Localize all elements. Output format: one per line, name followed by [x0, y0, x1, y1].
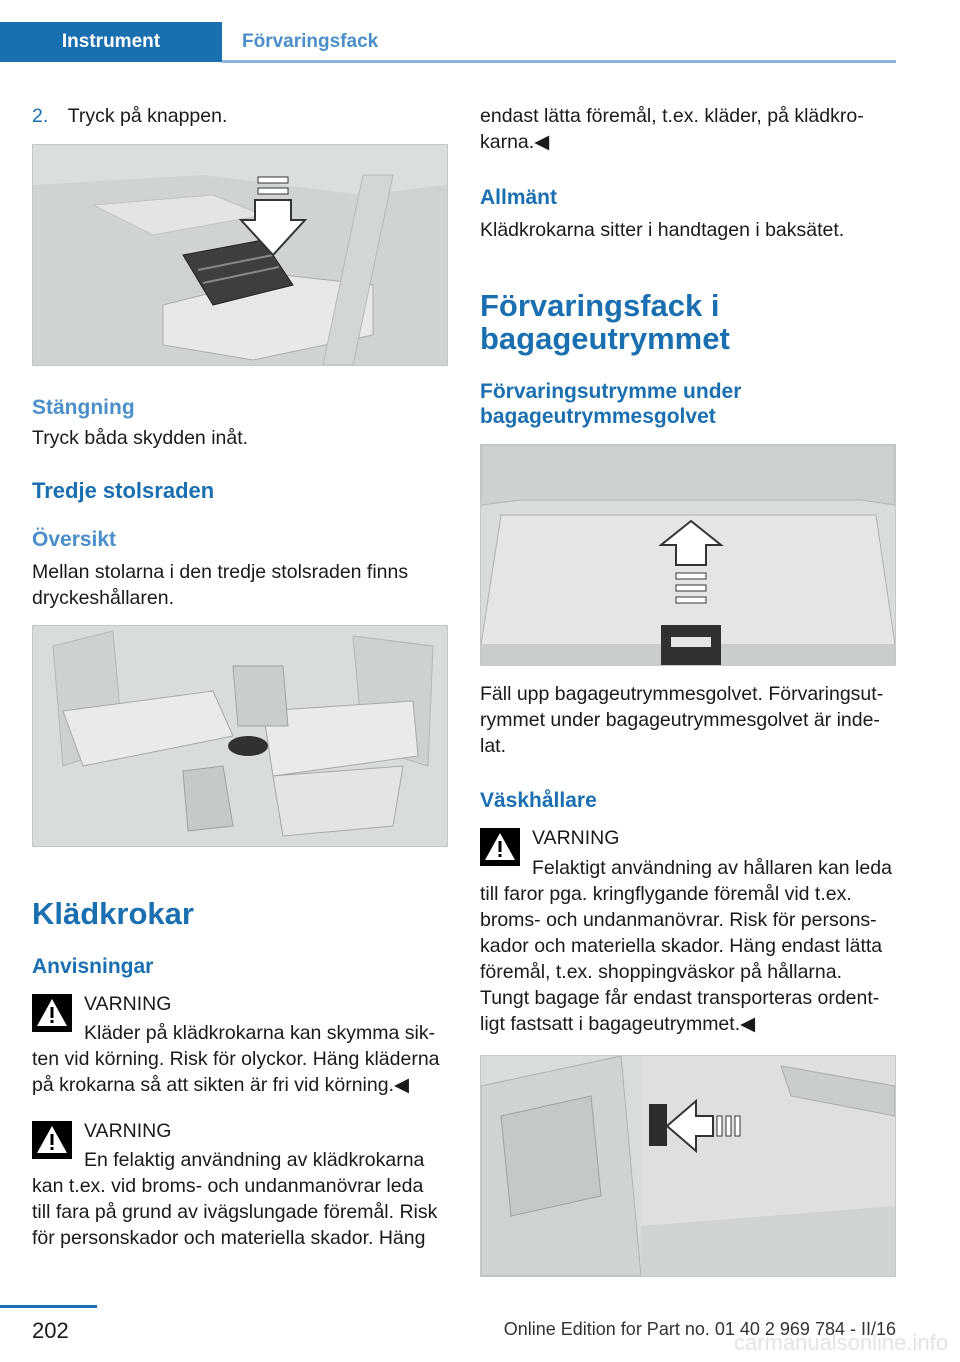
- watermark: carmanualsonline.info: [733, 1330, 948, 1355]
- tab-forvaringsfack[interactable]: Förvaringsfack: [242, 31, 379, 52]
- header-tabs: [0, 22, 378, 62]
- page-number: 202: [32, 1318, 69, 1343]
- luggage-heading-1: Förvaringsfack i: [480, 288, 720, 323]
- overview-text-2: dryckeshållaren.: [32, 587, 174, 609]
- notes-heading: Anvisningar: [32, 955, 154, 978]
- header-rule: [222, 60, 896, 63]
- step-text: Tryck på knappen.: [67, 105, 228, 127]
- warning1-title: VARNING: [84, 993, 172, 1015]
- edition-line: Online Edition for Part no. 01 40 2 969 784 - II/16: [503, 1319, 896, 1339]
- bag-holder-illustration: [481, 1056, 895, 1276]
- armrest-button-figure: [32, 144, 448, 366]
- overview-heading: Översikt: [32, 528, 117, 551]
- bag-holder-figure: [480, 1055, 896, 1277]
- warning3-line-5: föremål, t.ex. shoppingväskor på hållarna.: [480, 961, 843, 983]
- continued-line-1: endast lätta föremål, t.ex. kläder, på klädkro‐: [480, 105, 864, 127]
- under-floor-heading-2: bagageutrymmesgolvet: [480, 405, 716, 428]
- warning1-line-3: på krokarna så att sikten är fri vid körning.◀: [32, 1074, 409, 1096]
- luggage-floor-illustration: [481, 445, 895, 665]
- luggage-heading-2: bagageutrymmet: [480, 321, 730, 356]
- warning1-line-1: Kläder på klädkrokarna kan skymma sik‐: [84, 1022, 436, 1044]
- floor-text-3: lat.: [480, 735, 507, 757]
- warning2-line-1: En felaktig användning av klädkrokarna: [84, 1149, 425, 1171]
- third-row-illustration: [33, 626, 447, 846]
- warning3-line-7: ligt fastsatt i bagageutrymmet.◀: [480, 1013, 756, 1035]
- warning3-line-2: till faror pga. kringflygande föremål vid t.ex.: [480, 883, 852, 905]
- third-row-heading: Tredje stolsraden: [32, 478, 215, 503]
- warning3-title: VARNING: [532, 827, 620, 849]
- warning2-line-3: till fara på grund av ivägslungade föremål. Risk: [32, 1201, 438, 1223]
- third-row-cupholder-figure: [32, 625, 448, 847]
- warning-icon: [32, 994, 72, 1032]
- footer-rule: [0, 1305, 97, 1308]
- step-2: [32, 104, 227, 130]
- warning2-line-2: kan t.ex. vid broms- och undanmanövrar leda: [32, 1175, 424, 1197]
- floor-text-2: rymmet under bagageutrymmesgolvet är inde‐: [480, 709, 880, 731]
- tab-instrument[interactable]: Instrument: [0, 22, 222, 62]
- armrest-illustration: [33, 145, 447, 365]
- warning3-line-3: broms- och undanmanövrar. Risk för persons‐: [480, 909, 877, 931]
- warning2-title: VARNING: [84, 1120, 172, 1142]
- under-floor-heading-1: Förvaringsutrymme under: [480, 380, 742, 403]
- warning-icon: [480, 828, 520, 866]
- bag-holder-heading: Väskhållare: [480, 789, 597, 812]
- general-text: Klädkrokarna sitter i handtagen i baksätet.: [480, 219, 845, 241]
- closing-heading: Stängning: [32, 396, 135, 419]
- warning3-line-1: Felaktigt användning av hållaren kan leda: [532, 857, 892, 879]
- luggage-floor-figure: [480, 444, 896, 666]
- warning1-line-2: ten vid körning. Risk för olyckor. Häng kläderna: [32, 1048, 440, 1070]
- general-heading: Allmänt: [480, 186, 558, 209]
- closing-text: Tryck båda skydden inåt.: [32, 427, 249, 449]
- floor-text-1: Fäll upp bagageutrymmesgolvet. Förvaringsut‐: [480, 683, 884, 705]
- warning-icon: [32, 1121, 72, 1159]
- warning2-line-4: för personskador och materiella skador. Häng: [32, 1227, 426, 1249]
- warning3-line-4: kador och materiella skador. Häng endast lätta: [480, 935, 883, 957]
- hooks-heading: Klädkrokar: [32, 896, 194, 931]
- overview-text-1: Mellan stolarna i den tredje stolsraden finns: [32, 561, 409, 583]
- warning3-line-6: Tungt bagage får endast transporteras ordent‐: [480, 987, 880, 1009]
- step-number: 2.: [32, 105, 49, 127]
- continued-line-2: karna.◀: [480, 131, 550, 153]
